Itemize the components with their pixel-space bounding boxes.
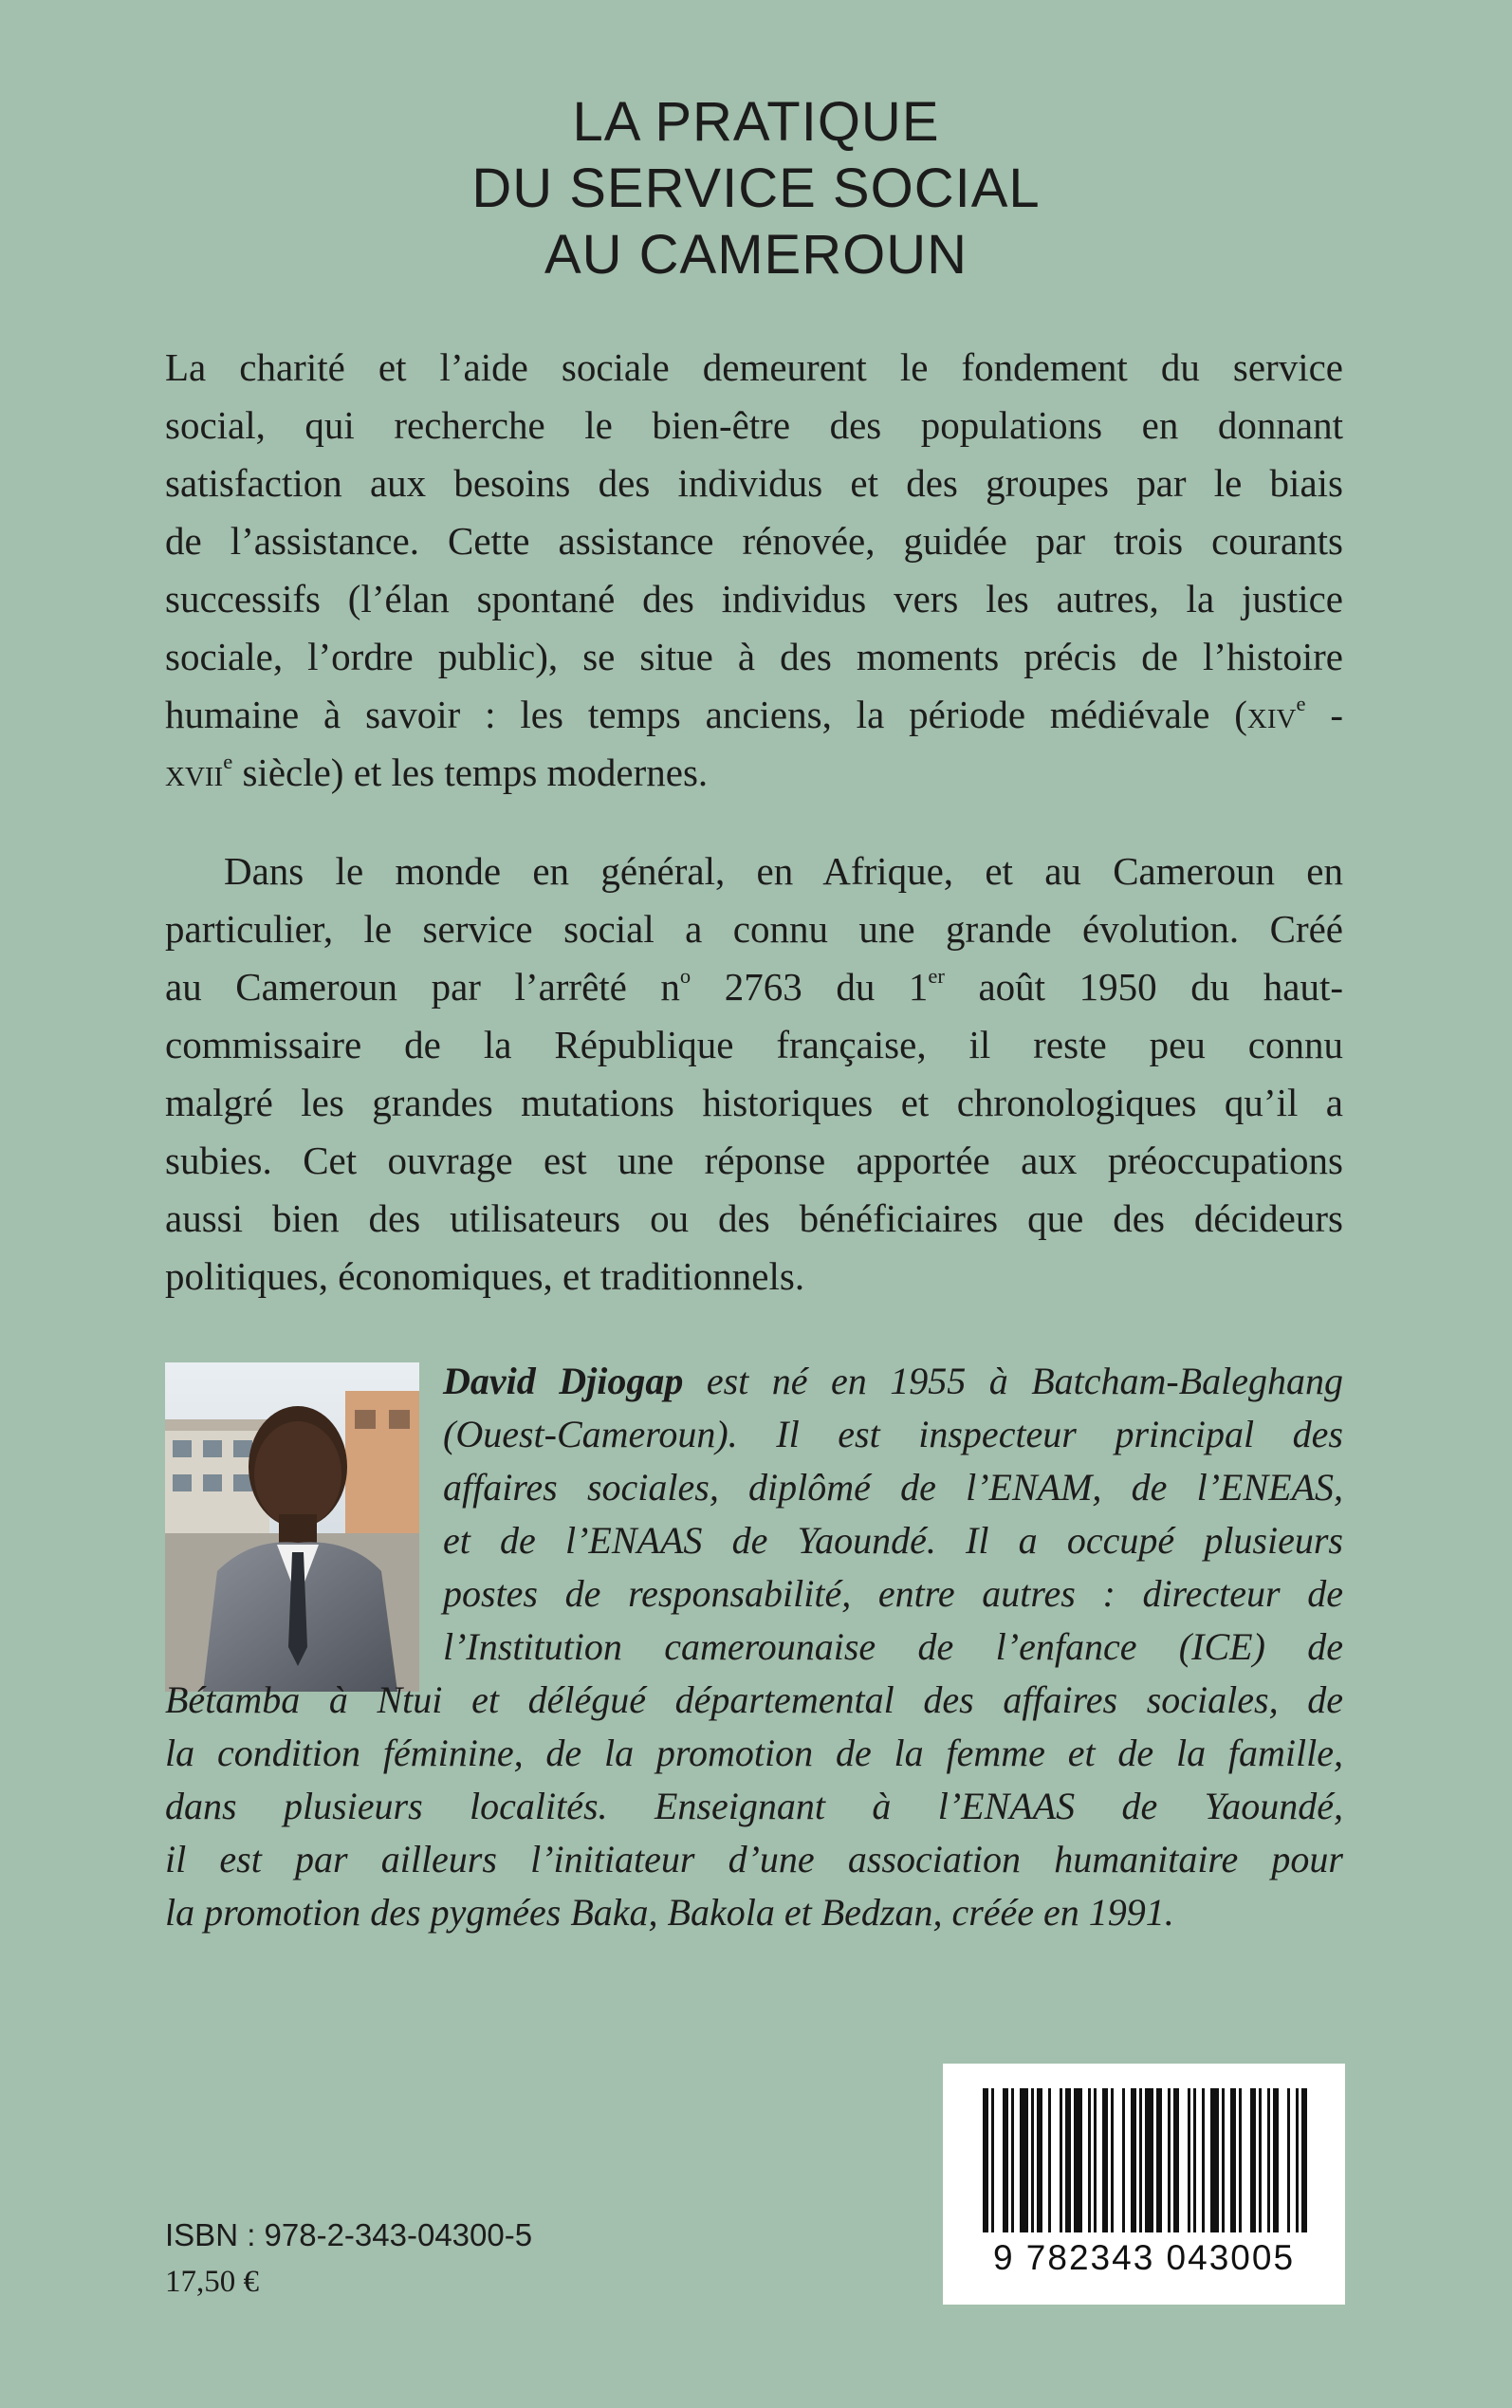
- barcode-bar: [1111, 2088, 1114, 2232]
- text-line: sociale, l’ordre public), se situe à des moments précis de l’histoire: [165, 635, 1343, 678]
- barcode-bar: [1122, 2088, 1125, 2232]
- barcode-bar: [1145, 2088, 1153, 2232]
- author-biography: [165, 1355, 1343, 1939]
- barcode-bar: [1250, 2088, 1256, 2232]
- title-line-1: LA PRATIQUE: [572, 91, 940, 153]
- barcode-bar: [1267, 2088, 1270, 2232]
- barcode-bar: [983, 2088, 988, 2232]
- text-segment: août 1950 du haut-: [944, 965, 1343, 1009]
- text-line: commissaire de la République française, il reste peu connu: [165, 1023, 1343, 1066]
- isbn: ISBN : 978-2-343-04300-5: [165, 2217, 533, 2252]
- barcode-bar: [1088, 2088, 1091, 2232]
- book-title: [0, 89, 1512, 288]
- summary-paragraph-2: [165, 843, 1343, 1306]
- barcode-bar: [1210, 2088, 1219, 2232]
- barcode-bar: [1011, 2088, 1014, 2232]
- text-line: particulier, le service social a connu une grande évolution. Créé: [165, 907, 1343, 951]
- text-line: successifs (l’élan spontané des individus vers les autres, la justice: [165, 577, 1343, 621]
- text-line: Bétamba à Ntui et délégué départemental des affaires sociales, de: [165, 1678, 1343, 1721]
- barcode-bar: [1296, 2088, 1299, 2232]
- text-segment: siècle) et les temps modernes.: [232, 750, 709, 794]
- text-line: [165, 686, 1343, 744]
- barcode-bar: [1301, 2088, 1307, 2232]
- barcode-bar: [1230, 2088, 1236, 2232]
- text-line: [165, 744, 1343, 802]
- text-segment: au Cameroun par l’arrêté n: [165, 965, 680, 1009]
- barcode-bar: [1048, 2088, 1051, 2232]
- barcode-bar: [1156, 2088, 1162, 2232]
- text-line: la promotion des pygmées Baka, Bakola et Bedzan, créée en 1991.: [165, 1891, 1174, 1934]
- text-line: subies. Cet ouvrage est une réponse apportée aux préoccupations: [165, 1139, 1343, 1182]
- summary-paragraph-1: [165, 339, 1343, 802]
- barcode-bar: [1065, 2088, 1071, 2232]
- barcode-bar: [1188, 2088, 1190, 2232]
- text-line: satisfaction aux besoins des individus et des groupes par le biais: [165, 461, 1343, 505]
- century-numeral: xvii: [165, 750, 224, 794]
- text-line: postes de responsabilité, entre autres : directeur de: [443, 1572, 1343, 1615]
- barcode-bar: [1259, 2088, 1262, 2232]
- barcode-bar: [1020, 2088, 1028, 2232]
- barcode-bar: [1273, 2088, 1279, 2232]
- barcode: [943, 2064, 1345, 2305]
- barcode-bar: [1222, 2088, 1225, 2232]
- superscript: o: [679, 963, 691, 988]
- text-line: Dans le monde en général, en Afrique, et au Cameroun en: [224, 849, 1343, 893]
- barcode-bar: [1139, 2088, 1142, 2232]
- text-line: (Ouest-Cameroun). Il est inspecteur principal des: [443, 1413, 1343, 1455]
- barcode-bar: [1003, 2088, 1008, 2232]
- text-line: dans plusieurs localités. Enseignant à l’ENAAS de Yaoundé,: [165, 1785, 1343, 1827]
- barcode-bar: [1131, 2088, 1136, 2232]
- barcode-bar: [1094, 2088, 1097, 2232]
- title-line-2: DU SERVICE SOCIAL: [471, 157, 1041, 219]
- text-line: de l’assistance. Cette assistance rénovée, guidée par trois courants: [165, 519, 1343, 563]
- barcode-bar: [1287, 2088, 1290, 2232]
- text-line: social, qui recherche le bien-être des populations en donnant: [165, 403, 1343, 447]
- barcode-bar: [1202, 2088, 1205, 2232]
- text-line: politiques, économiques, et traditionnels.: [165, 1254, 805, 1298]
- barcode-bar: [1102, 2088, 1108, 2232]
- barcode-bar: [1031, 2088, 1034, 2232]
- superscript: er: [928, 963, 945, 988]
- text-line: [165, 958, 1343, 1016]
- barcode-bar: [1074, 2088, 1082, 2232]
- text-segment: est né en 1955 à Batcham-Baleghang: [683, 1360, 1344, 1402]
- price: 17,50 €: [165, 2265, 259, 2299]
- barcode-bar: [1239, 2088, 1242, 2232]
- title-line-3: AU CAMEROUN: [544, 224, 968, 286]
- barcode-bar: [1168, 2088, 1171, 2232]
- barcode-bar: [1173, 2088, 1179, 2232]
- text-segment: -: [1305, 693, 1344, 736]
- text-line: l’Institution camerounaise de l’enfance (ICE) de: [443, 1625, 1343, 1668]
- superscript: e: [223, 749, 233, 773]
- text-line: la condition féminine, de la promotion de la femme et de la famille,: [165, 1732, 1343, 1774]
- barcode-number: 9 782343 043005: [992, 2238, 1296, 2277]
- text-line: aussi bien des utilisateurs ou des bénéficiaires que des décideurs: [165, 1196, 1343, 1240]
- text-line: [443, 1355, 1343, 1408]
- text-segment: 2763 du 1: [691, 965, 929, 1009]
- author-name: David Djiogap: [443, 1360, 684, 1402]
- text-line: La charité et l’aide sociale demeurent le fondement du service: [165, 345, 1343, 389]
- century-numeral: xiv: [1246, 693, 1297, 736]
- text-line: il est par ailleurs l’initiateur d’une association humanitaire pour: [165, 1838, 1343, 1880]
- superscript: e: [1296, 691, 1306, 715]
- barcode-bar: [1193, 2088, 1196, 2232]
- barcode-bar: [991, 2088, 994, 2232]
- text-line: et de l’ENAAS de Yaoundé. Il a occupé plusieurs: [443, 1519, 1343, 1562]
- barcode-bar: [1060, 2088, 1062, 2232]
- text-line: affaires sociales, diplômé de l’ENAM, de l’ENEAS,: [443, 1466, 1343, 1509]
- barcode-bar: [1037, 2088, 1042, 2232]
- text-line: malgré les grandes mutations historiques et chronologiques qu’il a: [165, 1081, 1343, 1124]
- text-segment: humaine à savoir : les temps anciens, la période médiévale (: [165, 693, 1247, 736]
